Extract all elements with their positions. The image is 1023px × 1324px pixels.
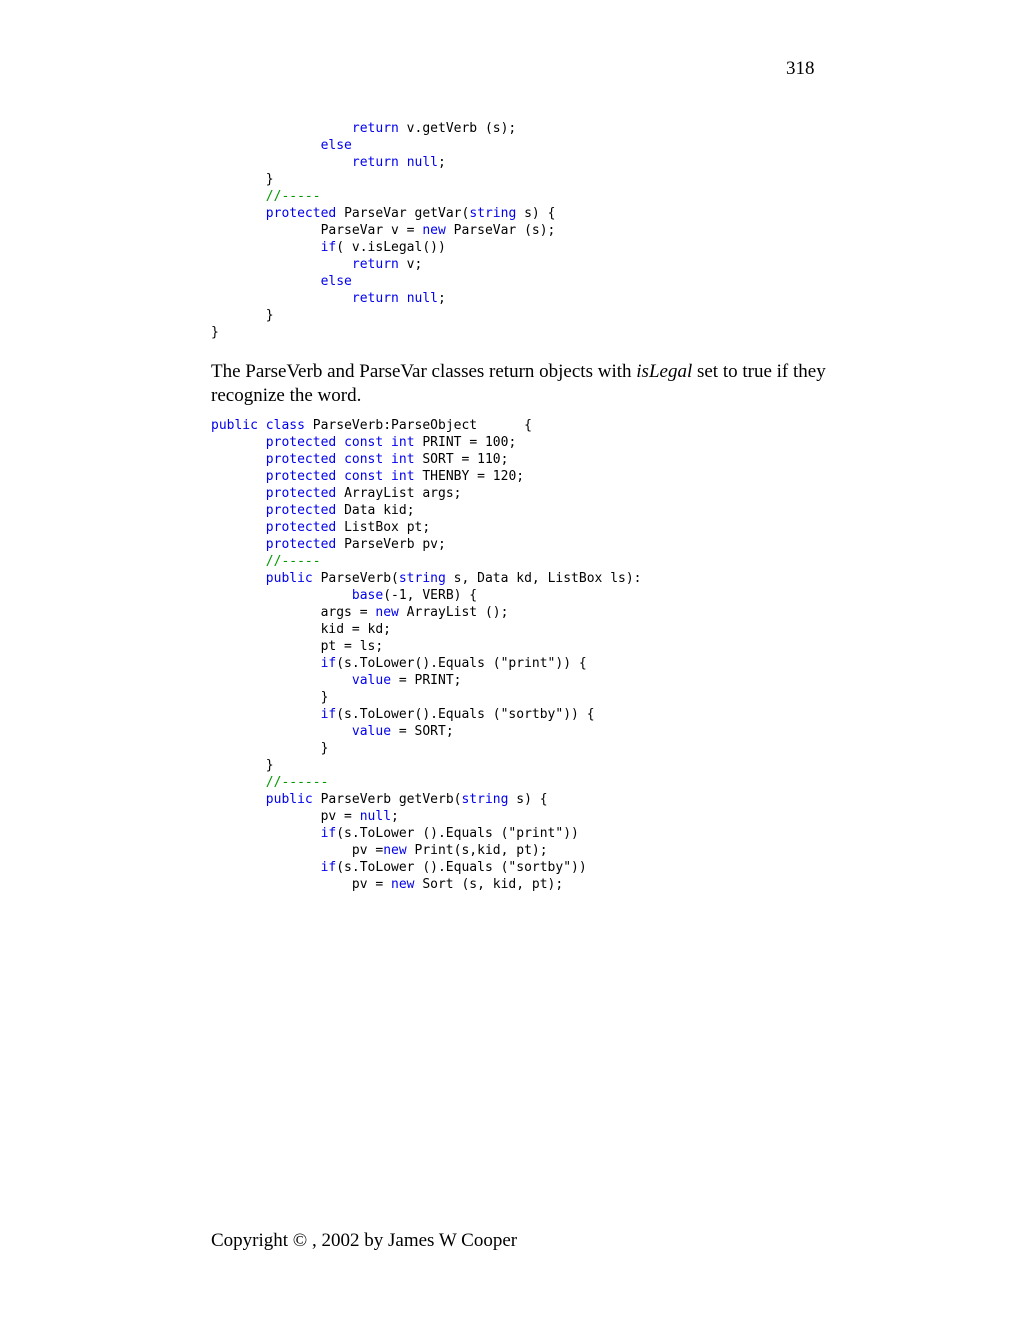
code-line bbox=[211, 502, 642, 519]
code-keyword: protected bbox=[265, 469, 337, 484]
code-text: (s.ToLower().Equals ("sortby")) { bbox=[336, 707, 595, 722]
code-text bbox=[211, 707, 321, 722]
code-line bbox=[211, 290, 555, 307]
code-line bbox=[211, 222, 555, 239]
code-comment: //------ bbox=[265, 775, 329, 790]
code-text bbox=[211, 520, 266, 535]
code-text: Print(s,kid, pt); bbox=[406, 843, 548, 858]
code-text: Sort (s, kid, pt); bbox=[414, 877, 564, 892]
code-keyword: public bbox=[265, 792, 313, 807]
paragraph-emphasis: isLegal bbox=[636, 361, 693, 382]
code-text bbox=[211, 274, 321, 289]
code-line bbox=[211, 723, 642, 740]
code-text: args = bbox=[211, 605, 376, 620]
code-keyword: value bbox=[351, 724, 392, 739]
code-line bbox=[211, 307, 555, 324]
code-text: s, Data kd, ListBox ls): bbox=[445, 571, 642, 586]
code-text: ArrayList args; bbox=[336, 486, 462, 501]
code-text: ParseVerb( bbox=[312, 571, 399, 586]
code-comment: //----- bbox=[265, 189, 321, 204]
code-text bbox=[211, 537, 266, 552]
code-line bbox=[211, 120, 555, 137]
code-line bbox=[211, 740, 642, 757]
code-text bbox=[383, 435, 391, 450]
code-keyword: string bbox=[461, 792, 509, 807]
code-keyword: protected bbox=[265, 435, 337, 450]
code-line bbox=[211, 604, 642, 621]
code-text: pv = bbox=[211, 877, 392, 892]
code-line bbox=[211, 256, 555, 273]
code-text: ; bbox=[438, 155, 446, 170]
code-text bbox=[211, 503, 266, 518]
code-line bbox=[211, 757, 642, 774]
code-keyword: protected bbox=[265, 452, 337, 467]
code-keyword: if bbox=[320, 707, 337, 722]
code-keyword: protected bbox=[265, 206, 337, 221]
code-line bbox=[211, 638, 642, 655]
code-keyword: protected bbox=[265, 503, 337, 518]
code-text bbox=[211, 189, 266, 204]
code-keyword: int bbox=[391, 435, 415, 450]
code-line bbox=[211, 417, 642, 434]
code-keyword: if bbox=[320, 656, 337, 671]
code-line bbox=[211, 621, 642, 638]
code-line bbox=[211, 519, 642, 536]
code-text: ArrayList (); bbox=[398, 605, 509, 620]
code-text: pv = bbox=[211, 809, 360, 824]
code-line bbox=[211, 324, 555, 341]
code-line bbox=[211, 451, 642, 468]
code-keyword: int bbox=[391, 452, 415, 467]
page-number: 318 bbox=[786, 58, 815, 79]
code-text bbox=[211, 571, 266, 586]
code-keyword: if bbox=[320, 860, 337, 875]
code-keyword: if bbox=[320, 240, 337, 255]
code-text: (-1, VERB) { bbox=[383, 588, 478, 603]
code-line bbox=[211, 171, 555, 188]
code-text: ; bbox=[391, 809, 399, 824]
code-text bbox=[336, 452, 344, 467]
code-line bbox=[211, 706, 642, 723]
code-text: (s.ToLower ().Equals ("sortby")) bbox=[336, 860, 587, 875]
code-line bbox=[211, 239, 555, 256]
code-line bbox=[211, 689, 642, 706]
code-keyword: protected bbox=[265, 537, 337, 552]
code-block-getvar bbox=[211, 120, 555, 341]
code-text: pt = ls; bbox=[211, 639, 384, 654]
code-text: = PRINT; bbox=[391, 673, 462, 688]
code-keyword: const bbox=[344, 469, 384, 484]
code-text: ; bbox=[438, 291, 446, 306]
code-text: kid = kd; bbox=[211, 622, 392, 637]
code-keyword: protected bbox=[265, 486, 337, 501]
code-keyword: return bbox=[351, 121, 399, 136]
code-line bbox=[211, 808, 642, 825]
code-text bbox=[211, 656, 321, 671]
code-line bbox=[211, 434, 642, 451]
code-line bbox=[211, 553, 642, 570]
code-block-parseverb bbox=[211, 417, 642, 893]
code-keyword: public bbox=[211, 418, 258, 433]
code-keyword: new bbox=[391, 877, 415, 892]
code-text bbox=[336, 469, 344, 484]
paragraph-text-before: The ParseVerb and ParseVar classes return objects with bbox=[211, 361, 637, 382]
code-line bbox=[211, 825, 642, 842]
code-text: SORT = 110; bbox=[414, 452, 509, 467]
code-text: (s.ToLower ().Equals ("print")) bbox=[336, 826, 579, 841]
code-line bbox=[211, 485, 642, 502]
code-text: s) { bbox=[508, 792, 548, 807]
code-keyword: null bbox=[359, 809, 392, 824]
code-text bbox=[258, 418, 266, 433]
code-keyword: value bbox=[351, 673, 392, 688]
code-comment: //----- bbox=[265, 554, 321, 569]
code-keyword: return bbox=[351, 291, 399, 306]
code-text: } bbox=[211, 172, 274, 187]
code-text: } bbox=[211, 690, 329, 705]
code-text bbox=[211, 588, 352, 603]
code-text: THENBY = 120; bbox=[414, 469, 525, 484]
code-text bbox=[211, 121, 352, 136]
code-text bbox=[211, 775, 266, 790]
code-line bbox=[211, 536, 642, 553]
code-line bbox=[211, 774, 642, 791]
code-keyword: string bbox=[398, 571, 446, 586]
code-keyword: new bbox=[422, 223, 446, 238]
code-keyword: base bbox=[351, 588, 384, 603]
code-keyword: else bbox=[320, 274, 352, 289]
code-text: ParseVar getVar( bbox=[336, 206, 470, 221]
code-text: ParseVerb pv; bbox=[336, 537, 446, 552]
code-text: ParseVar v = bbox=[211, 223, 423, 238]
code-line bbox=[211, 188, 555, 205]
copyright-footer: Copyright © , 2002 by James W Cooper bbox=[211, 1230, 518, 1251]
code-text: v; bbox=[398, 257, 423, 272]
code-text: ParseVar (s); bbox=[445, 223, 556, 238]
code-text bbox=[211, 240, 321, 255]
code-keyword: return bbox=[351, 155, 399, 170]
code-text: = SORT; bbox=[391, 724, 454, 739]
code-keyword: const bbox=[344, 452, 384, 467]
code-text bbox=[211, 138, 321, 153]
code-text: (s.ToLower().Equals ("print")) { bbox=[336, 656, 587, 671]
code-text bbox=[211, 724, 352, 739]
code-line bbox=[211, 842, 642, 859]
code-text bbox=[211, 257, 352, 272]
code-keyword: null bbox=[406, 155, 438, 170]
code-text bbox=[399, 155, 407, 170]
code-line bbox=[211, 791, 642, 808]
code-line bbox=[211, 137, 555, 154]
code-text bbox=[336, 435, 344, 450]
code-text: Data kid; bbox=[336, 503, 415, 518]
code-text bbox=[399, 291, 407, 306]
code-line bbox=[211, 205, 555, 222]
code-text: } bbox=[211, 741, 329, 756]
code-text: } bbox=[211, 308, 274, 323]
code-text: } bbox=[211, 325, 219, 340]
code-text bbox=[211, 554, 266, 569]
code-text bbox=[211, 469, 266, 484]
code-keyword: null bbox=[406, 291, 438, 306]
code-text: s) { bbox=[516, 206, 556, 221]
code-keyword: public bbox=[265, 571, 313, 586]
code-text: ParseVerb:ParseObject { bbox=[304, 418, 532, 433]
code-text: ParseVerb getVerb( bbox=[312, 792, 462, 807]
code-line bbox=[211, 859, 642, 876]
code-line bbox=[211, 672, 642, 689]
code-line bbox=[211, 587, 642, 604]
code-text: pv = bbox=[211, 843, 384, 858]
code-keyword: const bbox=[344, 435, 384, 450]
paragraph-text-after: set to true if they recognize the word. bbox=[211, 361, 826, 406]
code-text: PRINT = 100; bbox=[414, 435, 517, 450]
code-keyword: if bbox=[320, 826, 337, 841]
code-text bbox=[211, 673, 352, 688]
code-text bbox=[383, 469, 391, 484]
code-text: v.getVerb (s); bbox=[398, 121, 517, 136]
code-text bbox=[211, 206, 266, 221]
code-line bbox=[211, 154, 555, 171]
code-keyword: string bbox=[469, 206, 517, 221]
code-text bbox=[211, 291, 352, 306]
code-keyword: protected bbox=[265, 520, 337, 535]
code-text bbox=[211, 452, 266, 467]
code-line bbox=[211, 570, 642, 587]
code-text: ListBox pt; bbox=[336, 520, 431, 535]
code-text bbox=[211, 826, 321, 841]
code-text: ( v.isLegal()) bbox=[336, 240, 446, 255]
code-text: } bbox=[211, 758, 274, 773]
code-line bbox=[211, 655, 642, 672]
code-text bbox=[211, 860, 321, 875]
code-keyword: return bbox=[351, 257, 399, 272]
code-line bbox=[211, 468, 642, 485]
code-keyword: int bbox=[391, 469, 415, 484]
code-keyword: new bbox=[383, 843, 407, 858]
code-keyword: new bbox=[375, 605, 399, 620]
code-text bbox=[211, 155, 352, 170]
code-line bbox=[211, 876, 642, 893]
code-line bbox=[211, 273, 555, 290]
body-paragraph bbox=[211, 360, 831, 408]
code-text bbox=[211, 435, 266, 450]
code-text bbox=[211, 792, 266, 807]
code-text bbox=[383, 452, 391, 467]
code-keyword: class bbox=[265, 418, 305, 433]
code-text bbox=[211, 486, 266, 501]
code-keyword: else bbox=[320, 138, 352, 153]
